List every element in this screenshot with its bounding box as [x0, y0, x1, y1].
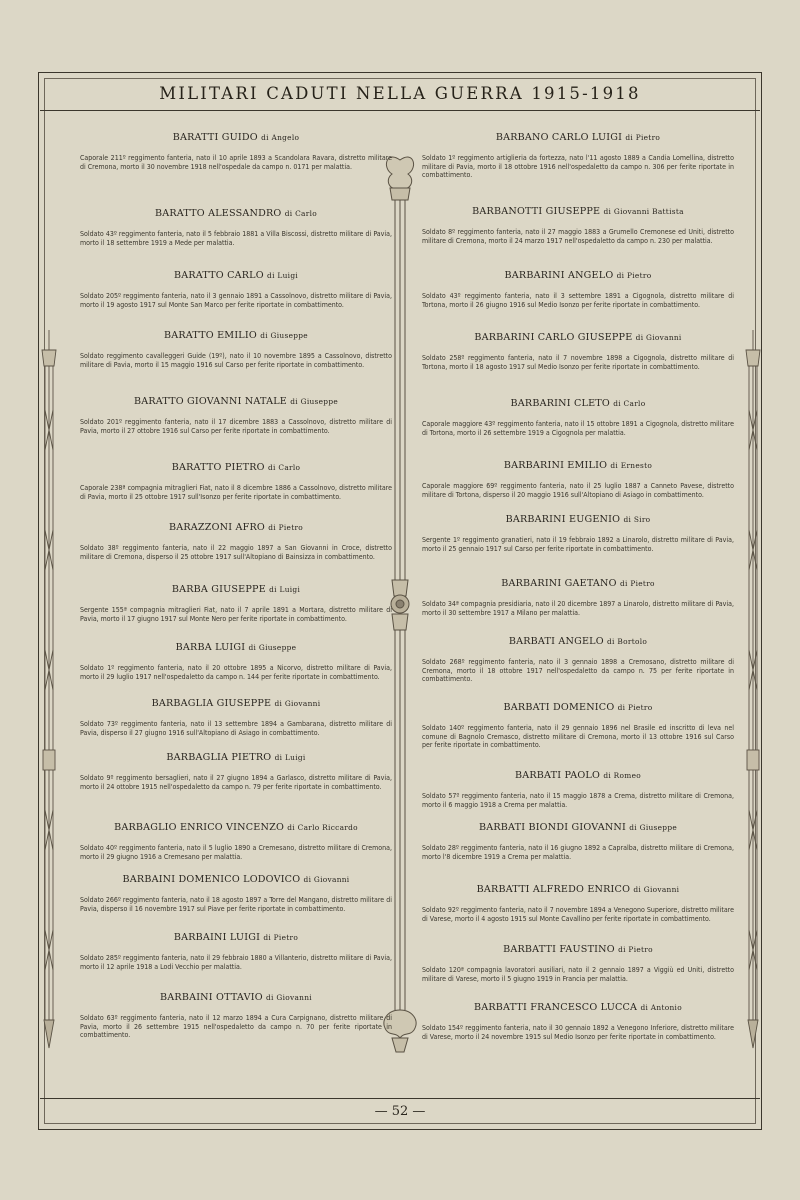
entry [422, 132, 734, 180]
page-title: MILITARI CADUTI NELLA GUERRA 1915-1918 [159, 84, 641, 103]
entry-description: Caporale 238ª compagnia mitraglieri Fiat, nato il 8 dicembre 1886 a Cassolnovo, distretto militare di Pavia, morto il 25 ottobre 1917 sull'Isonzo per ferite riportate in combattimento. [80, 484, 392, 501]
entry-description: Soldato 43º reggimento fanteria, nato il 5 febbraio 1881 a Villa Biscossi, distretto militare di Pavia, morto il 18 settembre 1919 a Mede per malattia. [80, 230, 392, 247]
entry-name [80, 642, 392, 653]
entry-description: Soldato 201º reggimento fanteria, nato il 17 dicembre 1883 a Cassolnovo, distretto militare di Pavia, morto il 27 ottobre 1916 sul Carso per ferite riportate in combattimento. [80, 418, 392, 435]
entry [80, 752, 392, 791]
entry-description: Soldato 140º reggimento fanteria, nato il 29 gennaio 1896 nel Brasile ed inscritto di leva nel comune di Bagnolo Cremasco, distretto militare di Cremona, morto il 13 ottobre 1916 sul Carso per ferite riportate in combattimento. [422, 724, 734, 750]
entry-patronymic: di Pietro [625, 133, 661, 142]
entry-name [422, 270, 734, 281]
entry-patronymic: di Giovanni Battista [603, 207, 684, 216]
entry-patronymic: di Carlo [268, 463, 301, 472]
entry-description: Soldato 92º reggimento fanteria, nato il 7 novembre 1894 a Venegono Superiore, distretto militare di Varese, morto il 4 agosto 1915 sul Monte Cavallino per ferite riportate in combattimento. [422, 906, 734, 923]
entry-name [80, 752, 392, 763]
entry-patronymic: di Giuseppe [260, 331, 308, 340]
entry [80, 270, 392, 309]
entry [422, 332, 734, 371]
entry [80, 932, 392, 971]
entry-name [422, 822, 734, 833]
entry [80, 462, 392, 501]
entry-name [422, 770, 734, 781]
entry-surname: BARBATTI FAUSTINO [503, 944, 615, 955]
entry-name [80, 396, 392, 407]
entry-name [422, 702, 734, 713]
entry-patronymic: di Carlo Riccardo [287, 823, 358, 832]
entry-name [80, 584, 392, 595]
entry-name [422, 332, 734, 343]
entry-description: Soldato 73º reggimento fanteria, nato il 13 settembre 1894 a Gambarana, distretto militare di Pavia, disperso il 27 giugno 1916 sull'Altopiano di Asiago in combattimento. [80, 720, 392, 737]
entry-patronymic: di Giovanni [274, 699, 321, 708]
entry [80, 698, 392, 737]
entry-name [80, 522, 392, 533]
footer-divider [40, 1098, 760, 1099]
entry-surname: BARBATTI FRANCESCO LUCCA [474, 1002, 638, 1013]
entry [422, 206, 734, 245]
entry-description: Caporale maggiore 69º reggimento fanteria, nato il 25 luglio 1887 a Canneto Pavese, distretto militare di Tortona, disperso il 20 maggio 1916 sull'Altopiano di Asiago in combattimento. [422, 482, 734, 499]
entry-description: Soldato 1º reggimento artiglieria da fortezza, nato l'11 agosto 1889 a Candia Lomellina, distretto militare di Pavia, morto il 18 ottobre 1916 nell'ospedaletto da campo n. 306 per ferite riportate in combattimento. [422, 154, 734, 180]
entry-name [422, 578, 734, 589]
entry-surname: BARBARINI CARLO GIUSEPPE [474, 332, 633, 343]
entry-description: Soldato 120ª compagnia lavoratori ausiliari, nato il 2 gennaio 1897 a Viggiù ed Uniti, distretto militare di Varese, morto il 5 giugno 1919 in Francia per malattia. [422, 966, 734, 983]
entry-patronymic: di Pietro [618, 945, 653, 954]
entry-patronymic: di Ernesto [610, 461, 653, 470]
entry-surname: BARBATI DOMENICO [503, 702, 615, 713]
entry-patronymic: di Romeo [603, 771, 642, 780]
entry [422, 702, 734, 750]
entry-patronymic: di Angelo [261, 133, 300, 142]
entry-name [80, 208, 392, 219]
entry-surname: BARBARINI EMILIO [503, 460, 608, 471]
entry-surname: BARBATI BIONDI GIOVANNI [478, 822, 627, 833]
entry-surname: BARATTO EMILIO [164, 330, 257, 341]
entry-description: Soldato 8º reggimento fanteria, nato il 27 maggio 1883 a Grumello Cremonese ed Uniti, distretto militare di Cremona, morto il 24 marzo 1917 nell'ospedaletto da campo n. 230 per malattia. [422, 228, 734, 245]
entry [80, 208, 392, 247]
entry-description: Soldato 266º reggimento fanteria, nato il 18 agosto 1897 a Torre del Mangano, distretto militare di Pavia, disperso il 16 novembre 1917 sul Piave per ferite riportate in combattimento. [80, 896, 392, 913]
entry-surname: BARBAINI DOMENICO LODOVICO [122, 874, 301, 885]
entry-name [422, 514, 734, 525]
entry-name [80, 992, 392, 1003]
entry [422, 822, 734, 861]
entry-name [80, 462, 392, 473]
entry-surname: BARBAGLIO ENRICO VINCENZO [114, 822, 285, 833]
entry-surname: BARATTI GUIDO [172, 132, 258, 143]
entry-patronymic: di Giuseppe [629, 823, 678, 832]
entry-surname: BARBAGLIA PIETRO [166, 752, 272, 763]
entry-name [422, 944, 734, 955]
entry-patronymic: di Siro [623, 515, 651, 524]
entry [80, 874, 392, 913]
entry-description: Soldato 38º reggimento fanteria, nato il 22 maggio 1897 a San Giovanni in Croce, distretto militare di Cremona, disperso il 25 ottobre 1917 sull'Altopiano di Bainsizza in combattimento. [80, 544, 392, 561]
entry [422, 770, 734, 809]
page-number: — 52 — [374, 1104, 426, 1119]
entry-surname: BARBARINI CLETO [510, 398, 610, 409]
entry-patronymic: di Pietro [268, 523, 304, 532]
entry-surname: BARATTO CARLO [173, 270, 264, 281]
entry-description: Soldato 34ª compagnia presidiaria, nato il 20 dicembre 1897 a Linarolo, distretto militare di Pavia, morto il 30 settembre 1917 a Milano per malattia. [422, 600, 734, 617]
side-fasces-ornament-left [34, 330, 64, 1050]
entry-surname: BARBAINI OTTAVIO [160, 992, 263, 1003]
entry [422, 578, 734, 617]
entry-patronymic: di Pietro [619, 579, 655, 588]
entry-name [80, 132, 392, 143]
entry-patronymic: di Pietro [263, 933, 299, 942]
entry-description: Soldato 154º reggimento fanteria, nato il 30 gennaio 1892 a Venegono Inferiore, distretto militare di Varese, morto il 24 novembre 1915 sul Medio Isonzo per ferite riportate in combattimento. [422, 1024, 734, 1041]
entry-description: Soldato 1º reggimento fanteria, nato il 20 ottobre 1895 a Nicorvo, distretto militare di Pavia, morto il 29 luglio 1917 nell'ospedaletto da campo n. 144 per ferite riportate in combattimento. [80, 664, 392, 681]
entry [422, 1002, 734, 1041]
entry-description: Soldato reggimento cavalleggeri Guide (19º), nato il 10 novembre 1895 a Cassolnovo, distretto militare di Pavia, morto il 15 maggio 1916 sul Carso per ferite riportate in combattimento. [80, 352, 392, 369]
entry-surname: BARBANO CARLO LUIGI [495, 132, 623, 143]
entry-name [422, 636, 734, 647]
entry-patronymic: di Bortolo [607, 637, 648, 646]
entry [80, 642, 392, 681]
entry-name [80, 270, 392, 281]
entry [80, 132, 392, 171]
entry-name [80, 330, 392, 341]
entry-description: Soldato 205º reggimento fanteria, nato il 3 gennaio 1891 a Cassolnovo, distretto militare di Pavia, morto il 19 agosto 1917 sul Monte San Marco per ferite riportate in combattimento. [80, 292, 392, 309]
entry-description: Caporale maggiore 43º reggimento fanteria, nato il 15 ottobre 1891 a Cigognola, distretto militare di Tortona, morto il 26 settembre 1919 a Cigognola per malattia. [422, 420, 734, 437]
entry-surname: BARBATI PAOLO [514, 770, 601, 781]
entry [80, 992, 392, 1040]
entry-surname: BARAZZONI AFRO [168, 522, 265, 533]
entry [80, 330, 392, 369]
header-divider [40, 110, 760, 111]
entry-surname: BARBARINI ANGELO [504, 270, 614, 281]
entry-surname: BARATTO PIETRO [171, 462, 265, 473]
entry [422, 270, 734, 309]
side-fasces-ornament-right [738, 330, 768, 1050]
entry-description: Soldato 43º reggimento fanteria, nato il 3 settembre 1891 a Cigognola, distretto militare di Tortona, morto il 26 giugno 1916 sul Medio Isonzo per ferite riportate in combattimento. [422, 292, 734, 309]
entry-description: Soldato 258º reggimento fanteria, nato il 7 novembre 1898 a Cigognola, distretto militare di Tortona, morto il 18 agosto 1917 sul Medio Isonzo per ferite riportate in combattimento. [422, 354, 734, 371]
entry [80, 396, 392, 435]
entry-patronymic: di Giuseppe [248, 643, 297, 652]
entry [422, 636, 734, 684]
entry-description: Soldato 268º reggimento fanteria, nato il 3 gennaio 1898 a Cremosano, distretto militare di Cremona, morto il 18 ottobre 1917 nell'ospedaletto da campo n. 75 per ferite riportate in combattimento. [422, 658, 734, 684]
entry-patronymic: di Giovanni [635, 333, 682, 342]
entry-patronymic: di Luigi [269, 585, 301, 594]
entry-surname: BARBA LUIGI [175, 642, 246, 653]
entry-surname: BARBAGLIA GIUSEPPE [151, 698, 272, 709]
entry [80, 522, 392, 561]
entry-surname: BARBA GIUSEPPE [171, 584, 266, 595]
entry-patronymic: di Luigi [267, 271, 299, 280]
entry-name [422, 460, 734, 471]
entry-surname: BARATTO ALESSANDRO [155, 208, 282, 219]
entry-patronymic: di Luigi [274, 753, 306, 762]
entry-name [80, 822, 392, 833]
entry-description: Soldato 57º reggimento fanteria, nato il 15 maggio 1878 a Crema, distretto militare di Cremona, morto il 6 maggio 1918 a Crema per malattia. [422, 792, 734, 809]
entry-surname: BARBARINI EUGENIO [505, 514, 621, 525]
entry-patronymic: di Giovanni [633, 885, 680, 894]
entry [422, 884, 734, 923]
entry-surname: BARBARINI GAETANO [501, 578, 617, 589]
entry [80, 584, 392, 623]
entry-patronymic: di Carlo [613, 399, 646, 408]
entry-name [422, 884, 734, 895]
entry-name [80, 698, 392, 709]
entry-patronymic: di Pietro [617, 703, 653, 712]
entry-name [422, 1002, 734, 1013]
entry-surname: BARBAINI LUIGI [173, 932, 261, 943]
entry-name [80, 874, 392, 885]
entry-description: Sergente 155ª compagnia mitraglieri Fiat, nato il 7 aprile 1891 a Mortara, distretto militare di Pavia, morto il 17 giugno 1917 sul Monte Nero per ferite riportate in combattimento. [80, 606, 392, 623]
entry-name [422, 398, 734, 409]
entry-surname: BARATTO GIOVANNI NATALE [133, 396, 288, 407]
entry-patronymic: di Giuseppe [290, 397, 339, 406]
entry-description: Soldato 285º reggimento fanteria, nato il 29 febbraio 1880 a Villanterio, distretto militare di Pavia, morto il 12 aprile 1918 a Lodi Vecchio per malattia. [80, 954, 392, 971]
entry-patronymic: di Carlo [284, 209, 317, 218]
entry-surname: BARBATI ANGELO [508, 636, 604, 647]
entry-name [422, 132, 734, 143]
entry-description: Sergente 1º reggimento granatieri, nato il 19 febbraio 1892 a Linarolo, distretto militare di Pavia, morto il 25 gennaio 1917 sul Carso per ferite riportate in combattimento. [422, 536, 734, 553]
entry [422, 514, 734, 553]
entry-patronymic: di Giovanni [303, 875, 350, 884]
entry-surname: BARBATTI ALFREDO ENRICO [476, 884, 631, 895]
entry-description: Soldato 40º reggimento fanteria, nato il 5 luglio 1890 a Cremesano, distretto militare di Cremona, morto il 29 giugno 1916 a Cremesano per malattia. [80, 844, 392, 861]
entry-description: Soldato 9º reggimento bersaglieri, nato il 27 giugno 1894 a Garlasco, distretto militare di Pavia, morto il 24 ottobre 1915 nell'ospedaletto da campo n. 79 per ferite riportate in combattimento. [80, 774, 392, 791]
entry-description: Soldato 63º reggimento fanteria, nato il 12 marzo 1894 a Cura Carpignano, distretto militare di Pavia, morto il 26 settembre 1915 nell'ospedaletto da campo n. 70 per ferite riportate in combattimento. [80, 1014, 392, 1040]
entry-description: Caporale 211º reggimento fanteria, nato il 10 aprile 1893 a Scandolara Ravara, distretto militare di Cremona, morto il 30 novembre 1918 nell'ospedale da campo n. 0171 per malattia. [80, 154, 392, 171]
entry [422, 398, 734, 437]
entry [422, 944, 734, 983]
entry-patronymic: di Antonio [640, 1003, 682, 1012]
entry [80, 822, 392, 861]
entry-description: Soldato 28º reggimento fanteria, nato il 16 giugno 1892 a Capralba, distretto militare di Cremona, morto l'8 dicembre 1919 a Crema per malattia. [422, 844, 734, 861]
entry-patronymic: di Pietro [616, 271, 652, 280]
entry-patronymic: di Giovanni [266, 993, 312, 1002]
entry [422, 460, 734, 499]
entry-surname: BARBANOTTI GIUSEPPE [472, 206, 601, 217]
entry-name [80, 932, 392, 943]
entry-name [422, 206, 734, 217]
